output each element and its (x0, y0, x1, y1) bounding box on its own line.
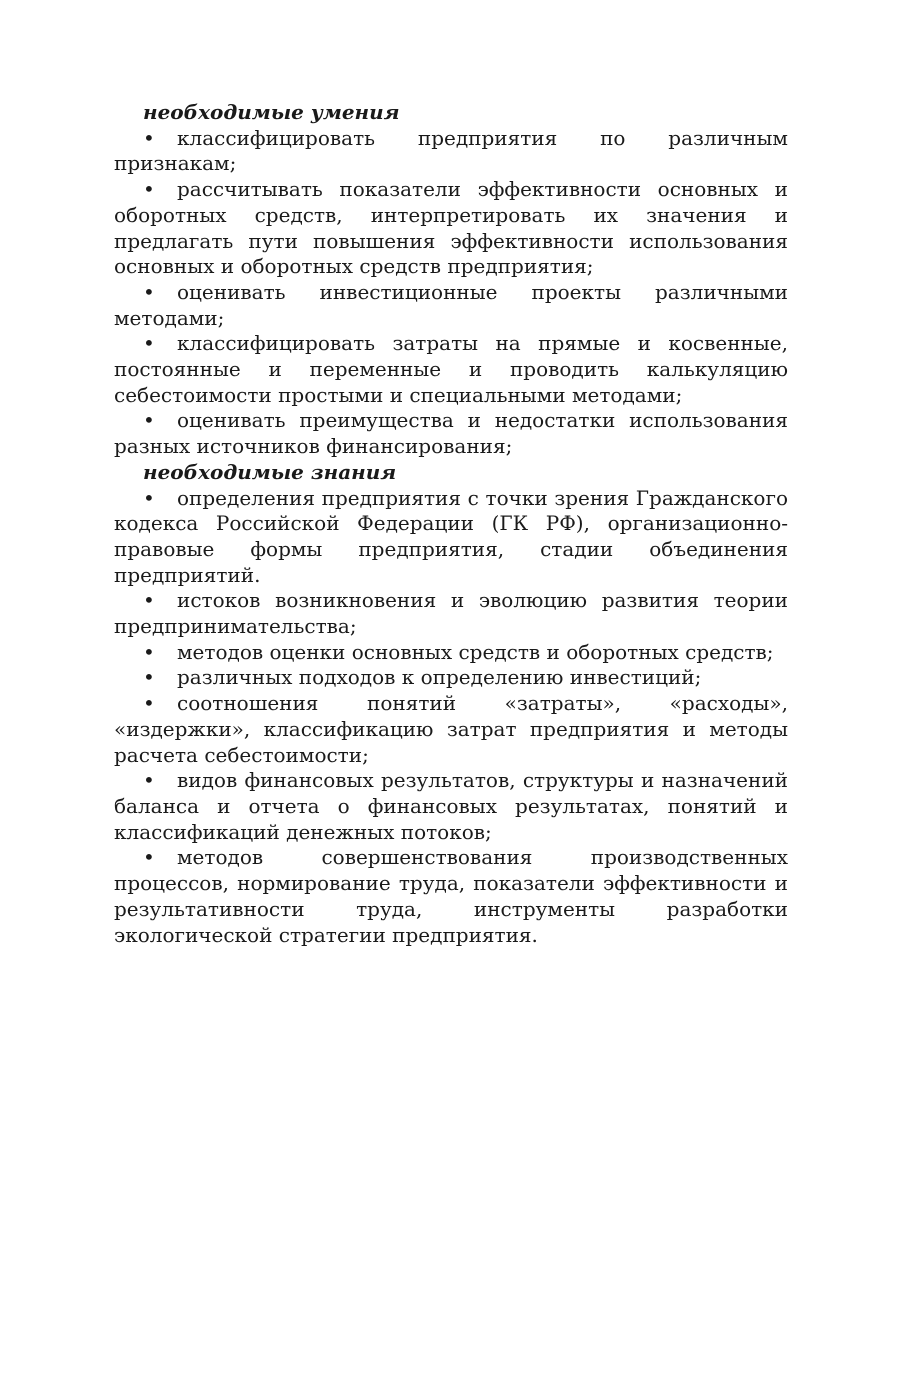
skills-item (114, 177, 788, 280)
knowledge-item-text: методов оценки основных средств и оборотных средств; (177, 639, 774, 664)
knowledge-item (114, 665, 788, 691)
bullet-icon: • (143, 125, 155, 150)
document-page (114, 100, 788, 948)
skills-item-text: рассчитывать показатели эффективности основных и оборотных средств, интерпретировать их значения и предлагать пути повышения эффективности использования основных и оборотных средств предприятия; (114, 177, 788, 279)
knowledge-item-text: определения предприятия с точки зрения Гражданского кодекса Российской Федерации (ГК РФ), организационно-правовые формы предприятия, стадии объединения предприятий. (114, 485, 788, 587)
bullet-icon: • (143, 691, 155, 716)
skills-item-text: оценивать инвестиционные проекты различными методами; (114, 279, 788, 330)
skills-item (114, 126, 788, 177)
skills-heading: необходимые умения (143, 100, 400, 124)
skills-item-text: оценивать преимущества и недостатки использования разных источников финансирования; (114, 408, 788, 459)
skills-item (114, 331, 788, 408)
bullet-icon: • (143, 665, 155, 690)
skills-item (114, 408, 788, 459)
bullet-icon: • (143, 485, 155, 510)
skills-item (114, 280, 788, 331)
knowledge-item (114, 768, 788, 845)
knowledge-item-text: различных подходов к определению инвестиций; (177, 665, 702, 690)
bullet-icon: • (143, 845, 155, 870)
skills-item-text: классифицировать затраты на прямые и косвенные, постоянные и переменные и проводить калькуляцию себестоимости простыми и специальными методами; (114, 331, 788, 407)
knowledge-item (114, 691, 788, 768)
knowledge-item (114, 845, 788, 948)
knowledge-item-text: истоков возникновения и эволюцию развития теории предпринимательства; (114, 588, 788, 639)
knowledge-item (114, 486, 788, 589)
knowledge-item-text: соотношения понятий «затраты», «расходы», «издержки», классификацию затрат предприятия и методы расчета себестоимости; (114, 691, 788, 767)
bullet-icon: • (143, 588, 155, 613)
knowledge-item (114, 640, 788, 666)
bullet-icon: • (143, 177, 155, 202)
knowledge-item (114, 588, 788, 639)
bullet-icon: • (143, 768, 155, 793)
bullet-icon: • (143, 279, 155, 304)
knowledge-item-text: методов совершенствования производственных процессов, нормирование труда, показатели эффективности и результативности труда, инструменты разработки экологической стратегии предприятия. (114, 845, 788, 947)
knowledge-heading: необходимые знания (143, 459, 397, 484)
bullet-icon: • (143, 639, 155, 664)
bullet-icon: • (143, 331, 155, 356)
bullet-icon: • (143, 408, 155, 433)
knowledge-item-text: видов финансовых результатов, структуры и назначений баланса и отчета о финансовых результатах, понятий и классификаций денежных потоков; (114, 768, 788, 844)
skills-item-text: классифицировать предприятия по различным признакам; (114, 125, 788, 176)
